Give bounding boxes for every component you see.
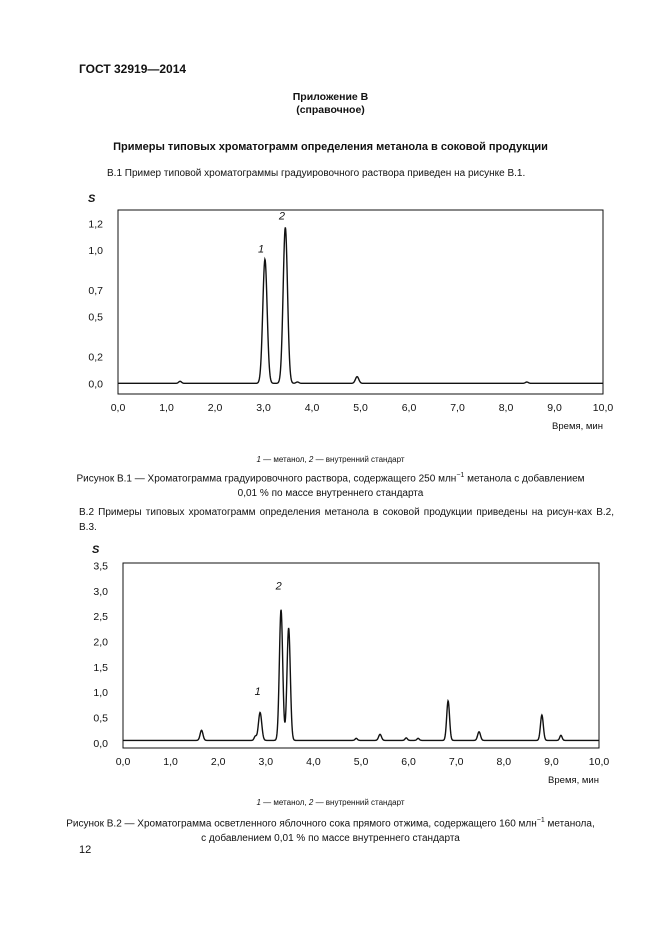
x-tick-label: 4,0 (304, 402, 320, 414)
section-heading: Примеры типовых хроматограмм определения метанола в соковой продукции (113, 141, 548, 153)
legend-text-2: — внутренний стандарт (313, 455, 405, 464)
x-tick-label: 0,0 (110, 402, 126, 414)
legend2-num-2: 2 (308, 798, 314, 807)
y-tick-label: 3,5 (93, 560, 108, 573)
chromatogram-trace (118, 227, 603, 383)
x-tick-label: 4,0 (306, 756, 321, 768)
figure-1-caption-sup: −1 (456, 472, 465, 479)
y-tick-label: 1,0 (93, 687, 108, 700)
x-axis-title: Время, мин (548, 775, 599, 786)
y-tick-label: 0,0 (93, 737, 108, 750)
peak-number-label: 1 (258, 243, 265, 256)
x-tick-label: 7,0 (448, 756, 464, 768)
annex-title: Приложение В (292, 91, 369, 103)
figure-2-caption-a: Рисунок В.2 — Хроматограмма осветленного яблочного сока прямого отжима, содержащего 160 млн (66, 818, 537, 830)
plot-frame (123, 563, 599, 748)
page-number: 12 (79, 844, 92, 856)
y-tick-label: 1,5 (93, 661, 108, 674)
figure-2-caption-sup: −1 (536, 817, 545, 824)
chromatogram-figure-2 (70, 537, 630, 787)
y-axis-label: S (88, 193, 96, 205)
paragraph-b2: В.2 Примеры типовых хроматограмм определения метанола в соковой продукции приведены на рисун-ках В.2, В.3. (79, 507, 614, 533)
y-tick-label: 0,5 (93, 712, 108, 725)
figure-1-caption (0, 468, 661, 501)
chromatogram-trace (123, 610, 599, 741)
x-tick-label: 3,0 (256, 402, 271, 414)
y-tick-label: 1,2 (88, 218, 103, 231)
figure-2-caption-b: метанола, (544, 818, 595, 830)
figure-2-caption (0, 813, 661, 846)
figure-1-caption-line2: 0,01 % по массе внутреннего стандарта (237, 488, 424, 500)
x-axis-title: Время, мин (552, 421, 603, 432)
x-tick-label: 9,0 (544, 756, 559, 768)
y-tick-label: 3,0 (93, 585, 108, 598)
y-tick-label: 0,5 (88, 311, 103, 324)
x-tick-label: 8,0 (498, 402, 514, 414)
x-tick-label: 6,0 (401, 402, 417, 414)
x-tick-label: 6,0 (401, 756, 416, 768)
x-tick-label: 7,0 (450, 402, 465, 414)
figure-1-legend (0, 455, 661, 464)
figure-2-legend (0, 798, 661, 807)
document-code: ГОСТ 32919—2014 (79, 62, 187, 76)
chromatogram-figure-1 (70, 188, 630, 443)
y-axis-label: S (92, 544, 100, 556)
y-tick-label: 0,0 (88, 378, 103, 391)
figure-2-caption-line2: с добавлением 0,01 % по массе внутреннего стандарта (201, 833, 460, 845)
legend-text-1: — метанол, (260, 455, 309, 464)
legend2-text-1: — метанол, (260, 798, 309, 807)
x-tick-label: 0,0 (115, 756, 131, 768)
x-tick-label: 9,0 (547, 402, 562, 414)
x-tick-label: 1,0 (163, 756, 178, 768)
y-tick-label: 0,2 (88, 351, 103, 364)
paragraph-b1: В.1 Пример типовой хроматограммы градуировочного раствора приведен на рисунке В.1. (107, 168, 526, 179)
plot-frame (118, 210, 603, 394)
y-tick-label: 2,0 (93, 636, 108, 649)
peak-number-label: 1 (254, 685, 261, 698)
x-tick-label: 5,0 (353, 402, 368, 414)
legend2-num-1: 1 (256, 798, 261, 807)
x-tick-label: 2,0 (210, 756, 226, 768)
x-tick-label: 1,0 (159, 402, 174, 414)
x-tick-label: 8,0 (496, 756, 512, 768)
figure-1-caption-b: метанола с добавлением (464, 473, 585, 485)
annex-subtitle: (справочное) (296, 104, 365, 116)
legend-num-1: 1 (256, 455, 261, 464)
y-tick-label: 2,5 (93, 611, 108, 624)
y-tick-label: 0,7 (88, 285, 103, 297)
x-tick-label: 10,0 (592, 402, 614, 414)
x-tick-label: 3,0 (258, 756, 274, 768)
peak-number-label: 2 (278, 210, 285, 223)
x-tick-label: 10,0 (588, 756, 610, 768)
legend2-text-2: — внутренний стандарт (313, 798, 405, 807)
y-tick-label: 1,0 (88, 245, 103, 257)
x-tick-label: 5,0 (353, 756, 369, 768)
x-tick-label: 2,0 (207, 402, 223, 414)
figure-1-caption-a: Рисунок В.1 — Хроматограмма градуировочного раствора, содержащего 250 млн (76, 473, 457, 485)
peak-number-label: 2 (275, 580, 282, 593)
legend-num-2: 2 (308, 455, 314, 464)
